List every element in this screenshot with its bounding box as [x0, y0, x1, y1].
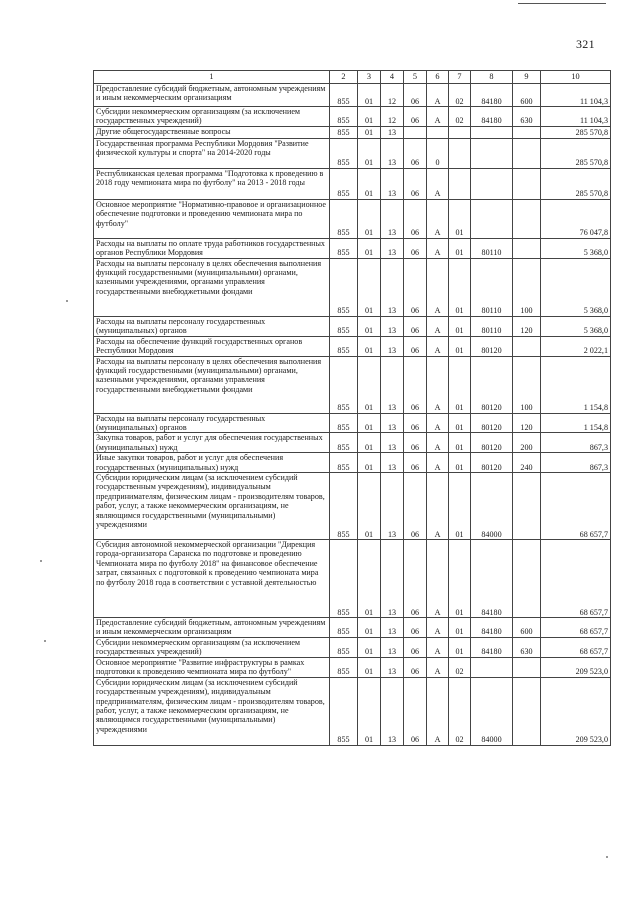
row-code-cell: 01 [449, 336, 471, 356]
header-cell: 7 [449, 71, 471, 84]
budget-table [93, 70, 611, 746]
row-code-cell: 01 [358, 356, 381, 413]
row-code-cell: А [427, 84, 449, 107]
row-code-cell: 100 [513, 356, 541, 413]
row-code-cell: 01 [449, 473, 471, 540]
row-code-cell: 80120 [471, 336, 513, 356]
table-row [94, 199, 611, 238]
row-amount: 1 154,8 [541, 413, 611, 433]
row-code-cell: 13 [381, 356, 404, 413]
row-amount: 209 523,0 [541, 677, 611, 745]
row-code-cell [404, 126, 427, 138]
row-code-cell: 01 [358, 126, 381, 138]
row-code-cell: 01 [358, 107, 381, 127]
row-amount: 2 022,1 [541, 336, 611, 356]
row-code-cell: 855 [330, 168, 358, 199]
row-amount: 68 657,7 [541, 540, 611, 618]
header-cell: 4 [381, 71, 404, 84]
row-code-cell: 06 [404, 677, 427, 745]
row-code-cell: 01 [358, 258, 381, 316]
row-code-cell: А [427, 413, 449, 433]
row-description: Основное мероприятие "Нормативно-правовое и организационное обеспечение подготовки и проведению чемпионата мира по футболу" [94, 199, 330, 238]
row-code-cell: 06 [404, 473, 427, 540]
row-code-cell: 84180 [471, 84, 513, 107]
row-amount: 867,3 [541, 433, 611, 453]
row-code-cell: 13 [381, 336, 404, 356]
row-code-cell: 06 [404, 618, 427, 638]
row-code-cell: 01 [358, 618, 381, 638]
scan-speck [66, 300, 68, 302]
row-code-cell: 855 [330, 107, 358, 127]
row-code-cell: А [427, 258, 449, 316]
row-amount: 285 570,8 [541, 126, 611, 138]
scan-speck [606, 856, 608, 858]
row-code-cell: А [427, 677, 449, 745]
row-code-cell: 02 [449, 84, 471, 107]
row-code-cell: А [427, 618, 449, 638]
row-code-cell: 84180 [471, 637, 513, 657]
row-code-cell: 855 [330, 540, 358, 618]
header-cell: 10 [541, 71, 611, 84]
row-code-cell [513, 199, 541, 238]
table-row [94, 258, 611, 316]
row-code-cell: 06 [404, 199, 427, 238]
row-code-cell: 06 [404, 84, 427, 107]
header-cell: 1 [94, 71, 330, 84]
table-row [94, 238, 611, 258]
row-code-cell: 01 [358, 677, 381, 745]
row-code-cell: А [427, 637, 449, 657]
row-code-cell: 600 [513, 84, 541, 107]
row-code-cell: 84180 [471, 107, 513, 127]
row-description: Субсидии юридическим лицам (за исключением субсидий государственным учреждениям), индивидуальным предпринимателям, физическим лицам - производителям товаров, работ, услуг, а также некоммерческим организациям, не являющимся государственными (муниципальными) учреждениями [94, 677, 330, 745]
row-code-cell: 855 [330, 618, 358, 638]
row-code-cell: 80120 [471, 433, 513, 453]
row-code-cell: 80110 [471, 316, 513, 336]
row-code-cell: 13 [381, 473, 404, 540]
table-row [94, 356, 611, 413]
row-code-cell: 0 [427, 138, 449, 168]
row-code-cell: 13 [381, 413, 404, 433]
row-code-cell: 855 [330, 84, 358, 107]
row-code-cell: 02 [449, 657, 471, 677]
header-cell: 5 [404, 71, 427, 84]
row-code-cell: 120 [513, 316, 541, 336]
row-amount: 1 154,8 [541, 356, 611, 413]
row-code-cell: 855 [330, 413, 358, 433]
row-amount: 209 523,0 [541, 657, 611, 677]
row-code-cell: 01 [449, 356, 471, 413]
row-description: Субсидии некоммерческим организациям (за исключением государственных учреждений) [94, 637, 330, 657]
row-code-cell: 855 [330, 238, 358, 258]
row-code-cell: А [427, 168, 449, 199]
row-code-cell: 06 [404, 107, 427, 127]
row-code-cell: 01 [358, 637, 381, 657]
row-code-cell: 01 [449, 540, 471, 618]
row-code-cell: А [427, 199, 449, 238]
row-description: Предоставление субсидий бюджетным, автономным учреждениям и иным некоммерческим организациям [94, 618, 330, 638]
table-row [94, 453, 611, 473]
table-row [94, 107, 611, 127]
row-code-cell [449, 138, 471, 168]
row-code-cell [471, 199, 513, 238]
row-code-cell: 855 [330, 473, 358, 540]
scan-speck [40, 560, 42, 562]
row-code-cell: 01 [358, 540, 381, 618]
row-amount: 76 047,8 [541, 199, 611, 238]
row-code-cell [513, 540, 541, 618]
row-description: Расходы на выплаты персоналу государственных (муниципальных) органов [94, 413, 330, 433]
table-row [94, 433, 611, 453]
row-code-cell: 01 [449, 238, 471, 258]
table-row [94, 540, 611, 618]
row-code-cell: 06 [404, 336, 427, 356]
row-code-cell: 01 [358, 473, 381, 540]
row-code-cell: 01 [449, 637, 471, 657]
row-code-cell: 01 [358, 138, 381, 168]
row-amount: 5 368,0 [541, 258, 611, 316]
row-code-cell: 12 [381, 107, 404, 127]
table-row [94, 316, 611, 336]
table-row [94, 657, 611, 677]
row-code-cell: 13 [381, 657, 404, 677]
row-code-cell: 06 [404, 637, 427, 657]
row-amount: 68 657,7 [541, 473, 611, 540]
row-code-cell: 13 [381, 126, 404, 138]
row-code-cell: А [427, 453, 449, 473]
row-code-cell: 01 [449, 618, 471, 638]
row-code-cell: 01 [358, 413, 381, 433]
row-amount: 5 368,0 [541, 238, 611, 258]
row-code-cell: 01 [358, 238, 381, 258]
row-code-cell: 855 [330, 453, 358, 473]
row-code-cell: 855 [330, 316, 358, 336]
row-code-cell [471, 168, 513, 199]
row-code-cell [513, 677, 541, 745]
page-number: 321 [576, 37, 595, 51]
table-header-row [94, 71, 611, 84]
row-amount: 867,3 [541, 453, 611, 473]
row-code-cell: А [427, 657, 449, 677]
row-code-cell: 02 [449, 107, 471, 127]
row-code-cell: 84180 [471, 540, 513, 618]
row-code-cell: 200 [513, 433, 541, 453]
table-row [94, 84, 611, 107]
row-code-cell: 13 [381, 433, 404, 453]
row-code-cell: 06 [404, 413, 427, 433]
row-description: Расходы на выплаты персоналу в целях обеспечения выполнения функций государственными (муниципальными) органами, казенными учреждениями, органами управления государственными внебюджетными фондами [94, 356, 330, 413]
row-description: Субсидии некоммерческим организациям (за исключением государственных учреждений) [94, 107, 330, 127]
row-code-cell: 06 [404, 168, 427, 199]
row-code-cell [513, 336, 541, 356]
scan-speck [44, 640, 46, 642]
top-rule [518, 3, 606, 4]
table-row [94, 637, 611, 657]
row-code-cell: 80120 [471, 413, 513, 433]
row-code-cell: 855 [330, 336, 358, 356]
row-code-cell: 01 [358, 433, 381, 453]
row-description: Основное мероприятие "Развитие инфраструктуры в рамках подготовки к проведению чемпионата мира по футболу" [94, 657, 330, 677]
row-code-cell: 80110 [471, 258, 513, 316]
row-code-cell: 13 [381, 677, 404, 745]
row-code-cell: 01 [358, 453, 381, 473]
row-code-cell: 01 [449, 433, 471, 453]
table-body [94, 84, 611, 746]
row-code-cell: 06 [404, 356, 427, 413]
row-code-cell: 02 [449, 677, 471, 745]
row-code-cell: 13 [381, 453, 404, 473]
row-code-cell: 855 [330, 677, 358, 745]
row-code-cell: 01 [449, 413, 471, 433]
row-code-cell: 01 [358, 336, 381, 356]
row-code-cell: 855 [330, 258, 358, 316]
row-code-cell: 06 [404, 316, 427, 336]
row-description: Закупка товаров, работ и услуг для обеспечения государственных (муниципальных) нужд [94, 433, 330, 453]
row-code-cell: 06 [404, 540, 427, 618]
row-description: Субсидии юридическим лицам (за исключением субсидий государственным учреждениям), индивидуальным предпринимателям, физическим лицам - производителям товаров, работ, услуг, а также некоммерческим организациям, не являющимся государственными (муниципальными) учреждениями [94, 473, 330, 540]
row-code-cell: 06 [404, 258, 427, 316]
row-amount: 11 104,3 [541, 107, 611, 127]
row-code-cell [471, 138, 513, 168]
row-code-cell: 06 [404, 657, 427, 677]
row-code-cell: 855 [330, 637, 358, 657]
row-code-cell: 13 [381, 540, 404, 618]
row-code-cell: 13 [381, 238, 404, 258]
row-code-cell: 06 [404, 433, 427, 453]
header-cell: 8 [471, 71, 513, 84]
row-code-cell: А [427, 316, 449, 336]
row-code-cell [471, 657, 513, 677]
row-code-cell [471, 126, 513, 138]
table-row [94, 618, 611, 638]
row-description: Другие общегосударственные вопросы [94, 126, 330, 138]
row-code-cell: 120 [513, 413, 541, 433]
row-description: Расходы на выплаты по оплате труда работников государственных органов Республики Мордовия [94, 238, 330, 258]
row-description: Иные закупки товаров, работ и услуг для обеспечения государственных (муниципальных) нужд [94, 453, 330, 473]
row-code-cell: 06 [404, 138, 427, 168]
table-row [94, 473, 611, 540]
row-code-cell: 80120 [471, 356, 513, 413]
row-code-cell: А [427, 356, 449, 413]
row-code-cell: 13 [381, 199, 404, 238]
row-code-cell [513, 138, 541, 168]
row-code-cell: 01 [358, 84, 381, 107]
row-description: Расходы на выплаты персоналу в целях обеспечения выполнения функций государственными (муниципальными) органами, казенными учреждениями, органами управления государственными внебюджетными фондами [94, 258, 330, 316]
row-amount: 285 570,8 [541, 138, 611, 168]
table-row [94, 168, 611, 199]
row-code-cell: 13 [381, 168, 404, 199]
row-code-cell: 13 [381, 637, 404, 657]
row-description: Субсидия автономной некоммерческой организации "Дирекция города-организатора Саранска по подготовке и проведению Чемпионата мира по футболу 2018" на финансовое обеспечение затрат, связанных с подготовкой к проведению чемпионата мира по футболу 2018 года в соответствии с уставной деятельностью [94, 540, 330, 618]
row-code-cell: 855 [330, 433, 358, 453]
row-code-cell: 01 [358, 657, 381, 677]
row-amount: 68 657,7 [541, 618, 611, 638]
row-code-cell: 855 [330, 657, 358, 677]
row-code-cell: А [427, 473, 449, 540]
row-amount: 5 368,0 [541, 316, 611, 336]
row-description: Расходы на обеспечение функций государственных органов Республики Мордовия [94, 336, 330, 356]
row-code-cell: 100 [513, 258, 541, 316]
table-row [94, 138, 611, 168]
row-code-cell: 13 [381, 258, 404, 316]
row-code-cell: 01 [358, 199, 381, 238]
row-code-cell: 630 [513, 637, 541, 657]
row-description: Предоставление субсидий бюджетным, автономным учреждениям и иным некоммерческим организациям [94, 84, 330, 107]
row-code-cell [513, 473, 541, 540]
row-code-cell: 84180 [471, 618, 513, 638]
row-code-cell: 01 [449, 199, 471, 238]
row-code-cell: А [427, 433, 449, 453]
row-code-cell: 84000 [471, 677, 513, 745]
header-cell: 9 [513, 71, 541, 84]
row-description: Государственная программа Республики Мордовия "Развитие физической культуры и спорта" на 2014-2020 годы [94, 138, 330, 168]
row-code-cell: 01 [358, 168, 381, 199]
row-code-cell: А [427, 107, 449, 127]
row-code-cell [513, 657, 541, 677]
header-cell: 2 [330, 71, 358, 84]
row-code-cell: 855 [330, 199, 358, 238]
row-code-cell: 240 [513, 453, 541, 473]
row-code-cell [449, 126, 471, 138]
row-code-cell: А [427, 238, 449, 258]
row-code-cell: А [427, 336, 449, 356]
row-amount: 285 570,8 [541, 168, 611, 199]
row-code-cell: 01 [449, 453, 471, 473]
row-code-cell [513, 126, 541, 138]
row-code-cell: 600 [513, 618, 541, 638]
table-row [94, 413, 611, 433]
row-code-cell: 12 [381, 84, 404, 107]
row-code-cell [513, 238, 541, 258]
header-cell: 3 [358, 71, 381, 84]
row-code-cell: 06 [404, 453, 427, 473]
row-code-cell: 84000 [471, 473, 513, 540]
row-code-cell: 80120 [471, 453, 513, 473]
row-code-cell: 13 [381, 138, 404, 168]
row-code-cell: 855 [330, 356, 358, 413]
row-code-cell: 01 [449, 316, 471, 336]
row-code-cell: 13 [381, 316, 404, 336]
row-code-cell: 855 [330, 126, 358, 138]
row-code-cell: 630 [513, 107, 541, 127]
row-code-cell [513, 168, 541, 199]
row-code-cell: 855 [330, 138, 358, 168]
header-cell: 6 [427, 71, 449, 84]
table-row [94, 336, 611, 356]
row-description: Расходы на выплаты персоналу государственных (муниципальных) органов [94, 316, 330, 336]
row-amount: 68 657,7 [541, 637, 611, 657]
row-amount: 11 104,3 [541, 84, 611, 107]
table-row [94, 677, 611, 745]
row-code-cell: 01 [449, 258, 471, 316]
row-code-cell: 06 [404, 238, 427, 258]
row-code-cell: 80110 [471, 238, 513, 258]
table-row [94, 126, 611, 138]
row-code-cell: 01 [358, 316, 381, 336]
row-code-cell [427, 126, 449, 138]
row-description: Республиканская целевая программа "Подготовка к проведению в 2018 году чемпионата мира по футболу" на 2013 - 2018 годы [94, 168, 330, 199]
row-code-cell: 13 [381, 618, 404, 638]
row-code-cell: А [427, 540, 449, 618]
row-code-cell [449, 168, 471, 199]
